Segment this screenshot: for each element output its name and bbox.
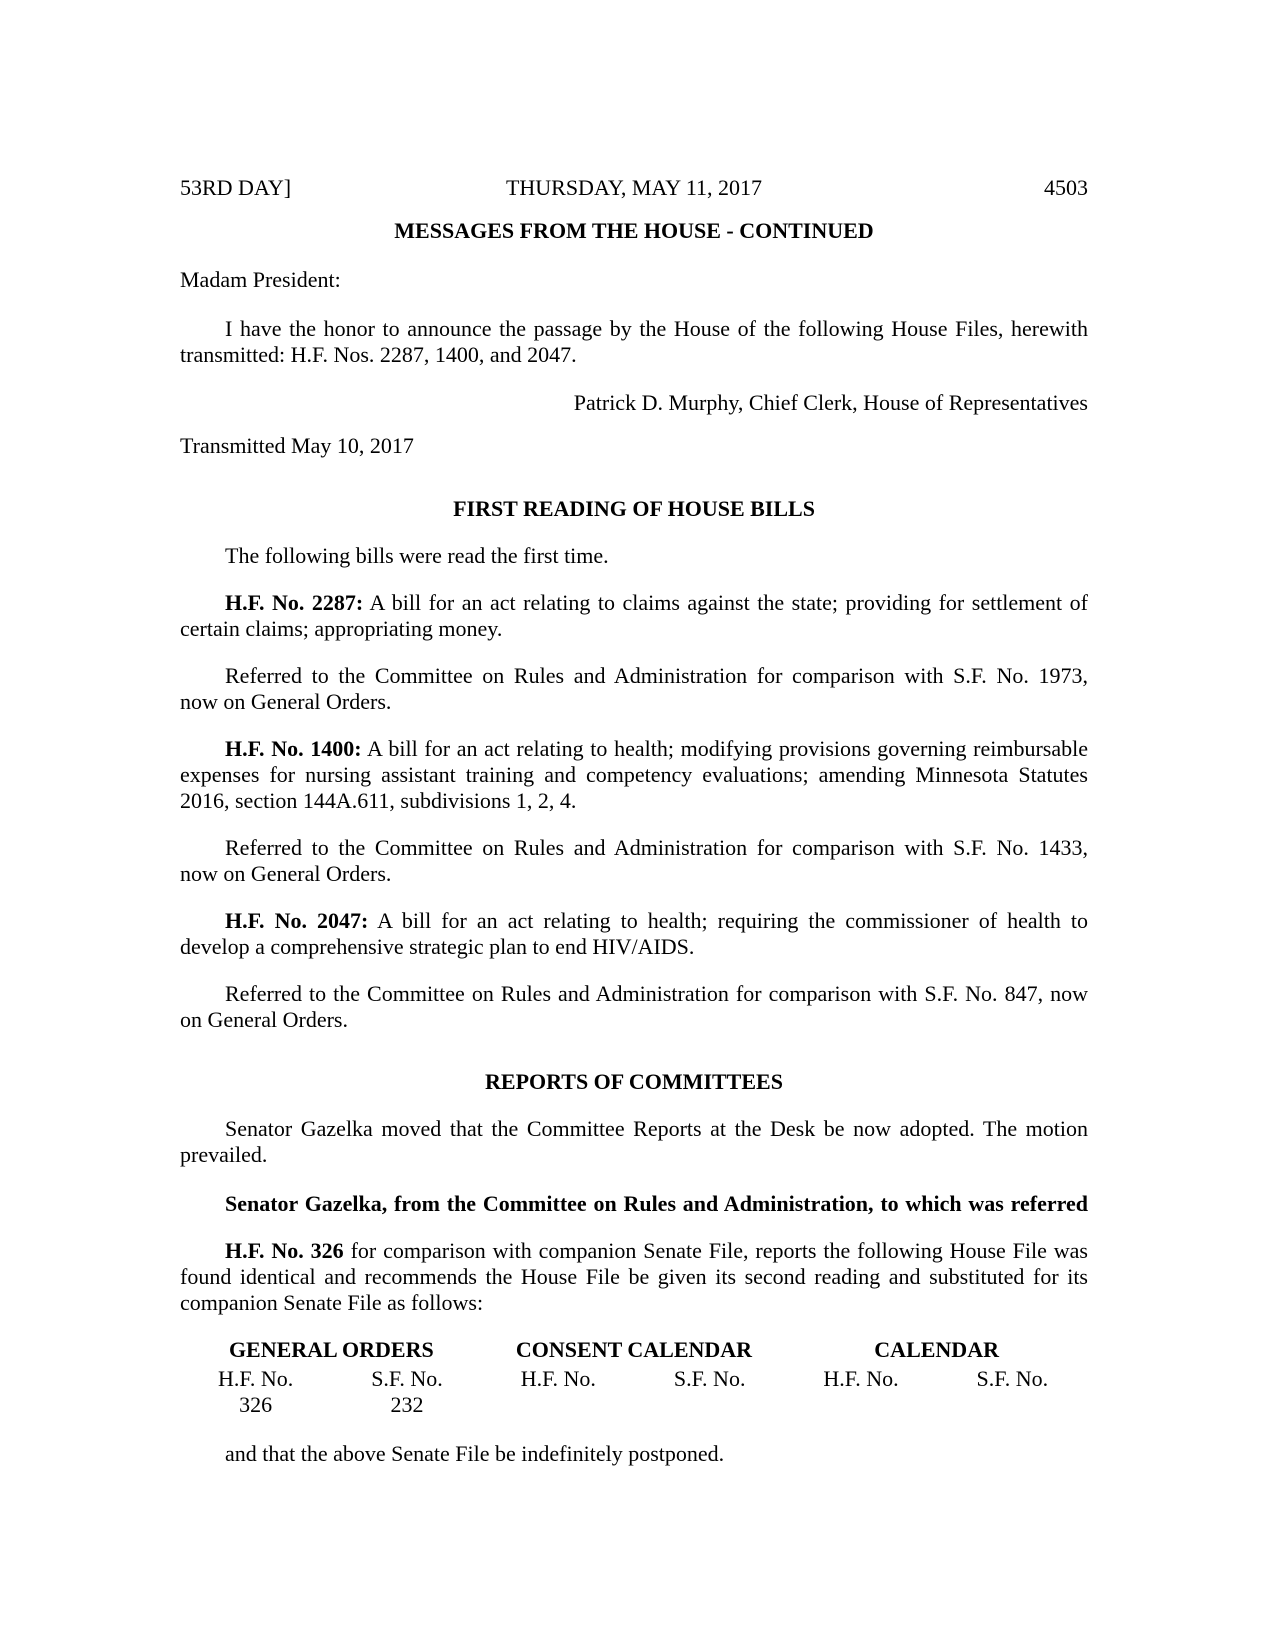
committee-referral-line: Senator Gazelka, from the Committee on Rules and Administration, to which was referred	[225, 1191, 1088, 1216]
text-line: found identical and recommends the House File be given its second reading and substituted for its	[180, 1264, 1088, 1289]
text-line: now on General Orders.	[180, 689, 392, 714]
paragraph-bill-hf1400	[180, 736, 1088, 814]
paragraph-referral-hf2287	[180, 663, 1088, 715]
bill-number: H.F. No. 1400:	[225, 736, 362, 761]
paragraph-announcement	[180, 316, 1088, 368]
paragraph-bill-hf2047	[180, 908, 1088, 960]
header-day: 53RD DAY]	[180, 175, 292, 200]
table-col-header: H.F. No.	[520, 1366, 596, 1391]
text-line: I have the honor to announce the passage by the House of the following House Files, herewith	[225, 316, 1088, 341]
text-line: Senator Gazelka moved that the Committee Reports at the Desk be now adopted. The motion	[225, 1116, 1088, 1141]
bill-text: for comparison with companion Senate File, reports the following House File was	[343, 1238, 1088, 1263]
table-group-header: CONSENT CALENDAR	[515, 1337, 753, 1362]
bill-text: A bill for an act relating to claims against the state; providing for settlement of	[363, 590, 1089, 615]
page-header	[180, 175, 1088, 201]
table-value: 232	[390, 1392, 424, 1417]
table-group-general-orders	[180, 1337, 483, 1418]
paragraph-motion	[180, 1116, 1088, 1168]
text-line: prevailed.	[180, 1142, 268, 1167]
text-line: certain claims; appropriating money.	[180, 616, 503, 641]
text-line: now on General Orders.	[180, 861, 392, 886]
text-line	[180, 908, 1088, 934]
table-group-calendar	[785, 1337, 1088, 1418]
intro-line: The following bills were read the first time.	[225, 543, 609, 568]
table-col-header: S.F. No.	[976, 1366, 1049, 1391]
section-title-reports: REPORTS OF COMMITTEES	[485, 1069, 783, 1094]
text-line: on General Orders.	[180, 1007, 348, 1032]
text-line: Referred to the Committee on Rules and Administration for comparison with S.F. No. 1973,	[225, 663, 1088, 688]
bill-number: H.F. No. 326	[225, 1238, 344, 1263]
text-line: develop a comprehensive strategic plan to end HIV/AIDS.	[180, 934, 695, 959]
table-group-header: CALENDAR	[874, 1337, 999, 1362]
signature-line: Patrick D. Murphy, Chief Clerk, House of Representatives	[573, 390, 1088, 415]
header-page-number: 4503	[1044, 175, 1088, 200]
calendar-table	[180, 1337, 1088, 1418]
paragraph-bill-hf2287	[180, 590, 1088, 642]
text-line: Referred to the Committee on Rules and Administration for comparison with S.F. No. 1433,	[225, 835, 1088, 860]
closing-line: and that the above Senate File be indefinitely postponed.	[225, 1441, 725, 1466]
table-group-consent-calendar	[483, 1337, 786, 1418]
section-title-messages: MESSAGES FROM THE HOUSE - CONTINUED	[394, 218, 874, 243]
table-col-header: H.F. No.	[218, 1366, 294, 1391]
section-title-first-reading: FIRST READING OF HOUSE BILLS	[453, 496, 815, 521]
table-group-header: GENERAL ORDERS	[228, 1337, 434, 1362]
text-line	[180, 1238, 1088, 1264]
text-line: companion Senate File as follows:	[180, 1290, 484, 1315]
paragraph-referral-hf2047	[180, 981, 1088, 1033]
bill-text: A bill for an act relating to health; requiring the commissioner of health to	[368, 908, 1088, 933]
table-col-header: S.F. No.	[673, 1366, 746, 1391]
header-date: THURSDAY, MAY 11, 2017	[505, 175, 763, 200]
text-line	[180, 736, 1088, 762]
salutation: Madam President:	[180, 267, 341, 292]
bill-number: H.F. No. 2287:	[225, 590, 364, 615]
text-line: Referred to the Committee on Rules and Administration for comparison with S.F. No. 847, now	[225, 981, 1088, 1006]
text-line	[180, 590, 1088, 616]
text-line: 2016, section 144A.611, subdivisions 1, 2, 4.	[180, 788, 577, 813]
paragraph-referral-hf1400	[180, 835, 1088, 887]
bill-text: A bill for an act relating to health; modifying provisions governing reimbursable	[361, 736, 1088, 761]
bill-number: H.F. No. 2047:	[225, 908, 369, 933]
transmitted-line: Transmitted May 10, 2017	[180, 433, 414, 458]
table-col-header: H.F. No.	[823, 1366, 899, 1391]
table-value: 326	[239, 1392, 273, 1417]
paragraph-bill-hf326	[180, 1238, 1088, 1316]
text-line: expenses for nursing assistant training and competency evaluations; amending Minnesota Statutes	[180, 762, 1088, 787]
table-col-header: S.F. No.	[371, 1366, 443, 1391]
text-line: transmitted: H.F. Nos. 2287, 1400, and 2047.	[180, 342, 577, 367]
